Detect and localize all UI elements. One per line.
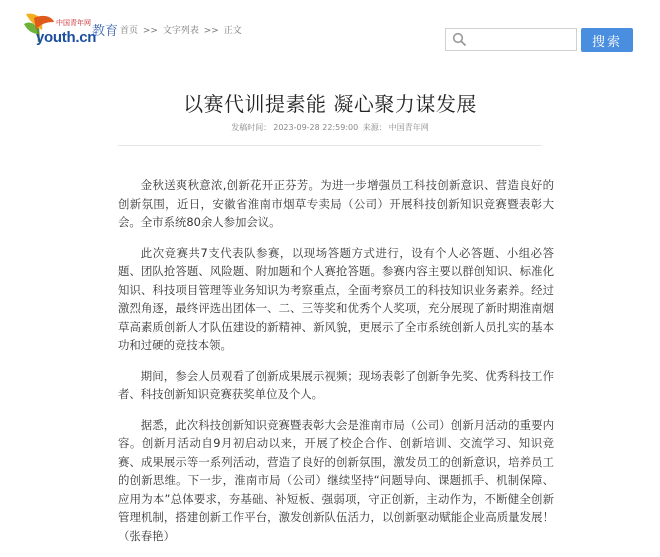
channel-name[interactable]: 教育 bbox=[92, 24, 119, 39]
article-paragraph: 此次竞赛共7支代表队参赛，以现场答题方式进行，设有个人必答题、小组必答题、团队抢答题、风险题、附加题和个人赛抢答题。参赛内容主要以群创知识、标准化知识、科技项目管理等业务知识为考察重点，全面考察员工的科技知识业务素养。经过激烈角逐，最终评选出团体一、二、三等奖和优秀个人奖项，充分展现了新时期淮南烟草高素质创新人才队伍建设的新精神、新风貌，更展示了全市系统创新人员扎实的基本功和过硬的竞技本领。 bbox=[118, 245, 554, 352]
breadcrumb-separator: >> bbox=[203, 26, 219, 36]
breadcrumb-list-link[interactable]: 文字列表 bbox=[162, 26, 199, 36]
search-icon bbox=[452, 32, 467, 47]
breadcrumb bbox=[120, 23, 244, 36]
title-divider bbox=[118, 145, 542, 146]
logo-chinese-text: 中国青年网 bbox=[56, 19, 91, 27]
article-title: 以赛代训提素能 凝心聚力谋发展 bbox=[183, 92, 477, 117]
publish-time-label: 发稿时间： bbox=[231, 123, 272, 132]
site-logo[interactable] bbox=[22, 10, 97, 50]
site-header bbox=[0, 0, 660, 62]
logo-english-text: youth.cn bbox=[36, 29, 97, 46]
publish-time: 2023-09-28 22:59:00 bbox=[273, 123, 359, 132]
article-body bbox=[118, 176, 554, 557]
source-label: 来源： bbox=[362, 123, 387, 132]
breadcrumb-separator: >> bbox=[142, 26, 158, 36]
search-box bbox=[445, 28, 577, 51]
breadcrumb-home-link[interactable]: 首页 bbox=[120, 26, 139, 36]
article-paragraph: 据悉，此次科技创新知识竞赛暨表彰大会是淮南市局（公司）创新月活动的重要内容。创新月活动自9月初启动以来，开展了校企合作、创新培训、交流学习、知识竞赛、成果展示等一系列活动，营造了良好的创新氛围，激发员工的创新意识，培养员工的创新思维。下一步，淮南市局（公司）继续坚持“问题导向、课题抓手、机制保障、应用为本”总体要求，夯基础、补短板、强弱项，守正创新，主动作为，不断健全创新管理机制，搭建创新工作平台，激发创新队伍活力，以创新驱动赋能企业高质量发展！（张春艳） bbox=[118, 417, 554, 543]
source-name: 中国青年网 bbox=[388, 123, 429, 132]
article-paragraph: 期间，参会人员观看了创新成果展示视频；现场表彰了创新争先奖、优秀科技工作者、科技创新知识竞赛获奖单位及个人。 bbox=[118, 368, 554, 401]
search-button[interactable]: 搜索 bbox=[581, 28, 633, 52]
search-input[interactable] bbox=[470, 31, 570, 48]
breadcrumb-current: 正文 bbox=[223, 26, 242, 36]
article-paragraph: 金秋送爽秋意浓,创新花开正芬芳。为进一步增强员工科技创新意识、营造良好的创新氛围，近日，安徽省淮南市烟草专卖局（公司）开展科技创新知识竞赛暨表彰大会。全市系统80余人参加会议。 bbox=[118, 178, 554, 229]
article-meta bbox=[0, 122, 660, 133]
